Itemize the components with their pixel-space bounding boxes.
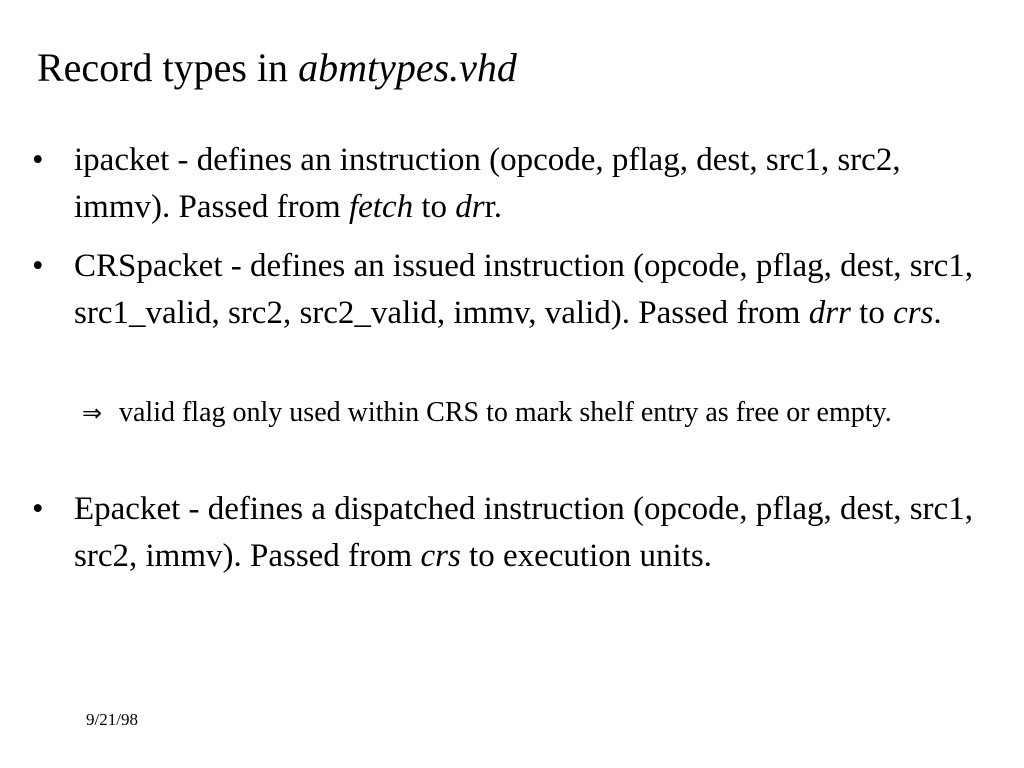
slide-title <box>37 42 517 94</box>
bullet-dot-icon: • <box>32 248 44 284</box>
sub-bullet-valid-flag <box>82 392 962 434</box>
bullet-crspacket <box>32 243 992 337</box>
bullet-ipacket-text: ipacket - defines an instruction (opcode, pflag, dest, src1, src2, immv). Passed from fetch to drr. <box>74 142 901 225</box>
bullet-dot-icon: • <box>32 491 44 527</box>
sub-bullet-text: valid flag only used within CRS to mark shelf entry as free or empty. <box>119 397 892 428</box>
implies-arrow-icon: ⇒ <box>82 399 103 427</box>
bullet-dot-icon: • <box>32 142 44 178</box>
bullet-crspacket-text: CRSpacket - defines an issued instruction (opcode, pflag, dest, src1, src1_valid, src2, src2_valid, immv, valid). Passed from drr to crs. <box>74 248 974 331</box>
bullet-ipacket <box>32 137 992 231</box>
bullet-epacket-text: Epacket - defines a dispatched instruction (opcode, pflag, dest, src1, src2, immv). Passed from crs to execution units. <box>74 491 973 574</box>
title-prefix: Record types in <box>37 45 299 90</box>
footer-date: 9/21/98 <box>86 710 138 729</box>
title-filename: abmtypes.vhd <box>298 45 517 90</box>
bullet-epacket <box>32 486 992 580</box>
